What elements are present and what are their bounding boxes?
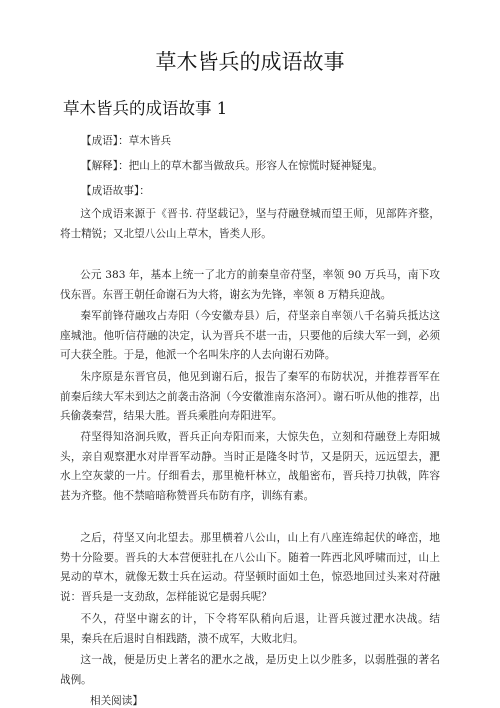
story-paragraph	[60, 428, 440, 506]
idiom-line: 【成语】：草木皆兵	[81, 135, 172, 147]
paragraph-text: 不久，苻坚中谢玄的计，下令将军队稍向后退，让晋兵渡过淝水决战。结果，秦兵在后退时自相践踏，溃不成军，大败北归。	[60, 613, 440, 645]
document-title: 草木皆兵的成语故事	[155, 50, 345, 74]
story-paragraph	[60, 610, 440, 649]
paragraph-text: 这个成语来源于《晋书. 苻坚载记》，坚与苻融登城而望王师，见部阵齐整，将士精锐；又北望八公山上草木，皆类人形。	[60, 208, 440, 240]
related-reading-label: 相关阅读】	[90, 695, 143, 707]
section-title: 草木皆兵的成语故事 1	[63, 99, 228, 118]
story-heading: 【成语故事】：	[81, 185, 150, 197]
paragraph-text: 秦军前锋苻融攻占寿阳（今安徽寿县）后，苻坚亲自率领八千名骑兵抵达这座城池。他听信苻融的决定，认为晋兵不堪一击，只要他的后续大军一到，必须可大获全胜。于是，他派一个名叫朱序的人去向谢石劝降。	[60, 310, 440, 361]
paragraph-text: 之后，苻坚又向北望去。那里横着八公山，山上有八座连绵起伏的峰峦，地势十分险要。晋兵的大本营便驻扎在八公山下。随着一阵西北风呼啸而过，山上晃动的草木，就像无数士兵在运动。苻坚顿时面如土色，惊恐地回过头来对苻融说：晋兵是一支劲敌，怎样能说它是弱兵呢？	[60, 532, 440, 603]
story-paragraph	[60, 529, 440, 607]
paragraph-text: 公元 383 年，基本上统一了北方的前秦皇帝苻坚，率领 90 万兵马，南下攻伐东晋。东晋王朝任命谢石为大将，谢玄为先锋，率领 8 万精兵迎战。	[60, 269, 440, 301]
explanation-line: 【解释】：把山上的草木都当做敌兵。形容人在惊慌时疑神疑鬼。	[81, 160, 383, 172]
story-paragraph	[60, 307, 440, 366]
story-paragraph	[60, 651, 440, 690]
paragraph-text: 苻坚得知洛涧兵败，晋兵正向寿阳而来，大惊失色，立刻和苻融登上寿阳城头，亲自观察淝水对岸晋军动静。当时正是隆冬时节，又是阴天，远远望去，淝水上空灰蒙的一片。仔细看去，那里桅杆林立，战船密布，晋兵持刀执戟，阵容甚为齐整。他不禁暗暗称赞晋兵布防有序，训练有素。	[60, 431, 440, 502]
story-paragraph	[60, 368, 440, 427]
story-paragraph	[60, 266, 440, 305]
paragraph-text: 朱序原是东晋官员，他见到谢石后，报告了秦军的布防状况，并推荐晋军在前秦后续大军未到达之前袭击洛涧（今安徽淮南东洛河）。谢石听从他的推荐，出兵偷袭秦营，结果大胜。晋兵乘胜向寿阳进军。	[60, 371, 440, 422]
story-paragraph	[60, 205, 440, 244]
paragraph-text: 这一战，便是历史上著名的淝水之战，是历史上以少胜多，以弱胜强的著名战例。	[60, 654, 440, 686]
